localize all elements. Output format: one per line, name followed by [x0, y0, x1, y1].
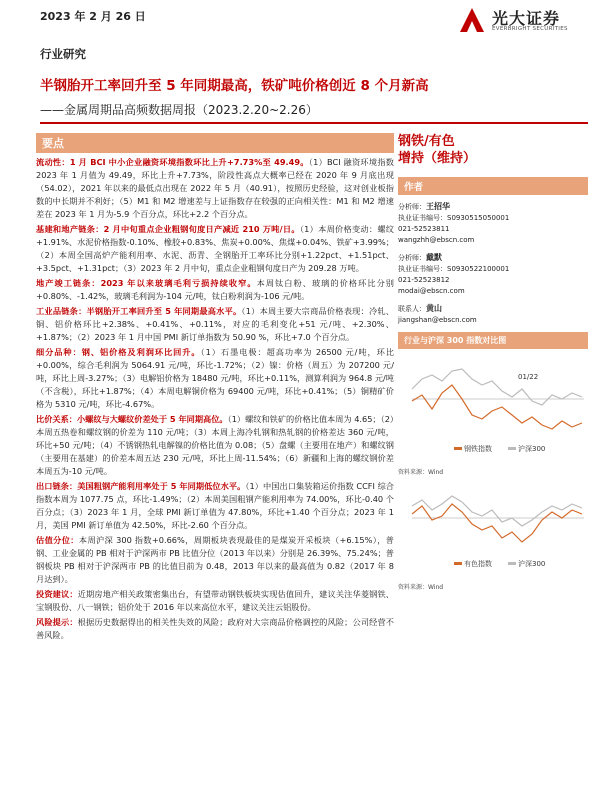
analyst-email[interactable]: jiangshan@ebscn.com	[398, 316, 477, 324]
chart1-legend-swatch-2	[508, 447, 516, 450]
summary-paragraph	[36, 534, 394, 586]
chart2-legend-2: 沪深300	[518, 560, 546, 568]
chart2-legend-swatch-1	[454, 562, 462, 565]
title-divider	[40, 122, 588, 124]
analyst-card	[398, 303, 588, 326]
paragraph-highlight: 地产竣工链条：2023 年以来玻璃毛利亏损持续收窄。	[36, 278, 257, 288]
summary-paragraph	[36, 346, 394, 411]
chart2-series-nonferrous	[412, 504, 582, 542]
paragraph-highlight: 风险提示：	[36, 617, 78, 627]
summary-section	[36, 133, 394, 644]
analyst-cert: 执业证书编号：S0930515050001	[398, 214, 510, 222]
paragraph-text: （1）本周主要大宗商品价格表现：冷轧、铜、铝价格环比+2.38%、+0.41%、+0.11%，对应的毛利变化+51 元/吨、+2.30%、+1.87%；（2）2023 年 1 月中国 PMI 新订单指数为 50.90 %，环比+7.0 个百分点。	[36, 306, 394, 342]
analyst-role: 分析师：	[398, 203, 426, 211]
summary-paragraph	[36, 616, 394, 642]
summary-paragraph	[36, 305, 394, 344]
logo-subtext: EVERBRIGHT SECURITIES	[492, 26, 568, 32]
paragraph-text: （1）螺纹和铁矿的价格比值本周为 4.65；（2）本周五热卷和螺纹钢的价差为 110 元/吨；（3）本周上海冷轧钢和热轧钢的价格差达 360 元/吨，环比+50 元/吨；（4）不锈钢热轧电解镍的价格比值为 0.08；（5）盘螺（主要用在地产）和螺纹钢（主要用在基建）的价差本周五达 230 元/吨，环比上周-11.54%；（6）新疆和上海的螺纹钢价差本周五为-10 元/吨。	[36, 414, 394, 476]
chart2-source: 资料来源：Wind	[398, 584, 444, 591]
paragraph-highlight: 基建和地产链条：2 月中旬重点企业粗钢旬度日产减近 210 万吨/日。	[36, 224, 300, 234]
nonferrous-index-chart	[398, 476, 588, 576]
chart2-legend-swatch-2	[508, 562, 516, 565]
industry-label: 钢铁/有色	[398, 134, 455, 149]
paragraph-text: （1）BCI 融资环境指数 2023 年 1 月值为 49.49，环比上升+7.73%，阶段性高点大概率已经在 2020 年 9 月底出现（54.02），2021 年以来的最低点出现在 2022 年 5 月（40.91），按照历史经验，这对创业板指数的中长期并不利好；（5）M1 和 M2 增速差与上证指数存在较强的正向相关性：M1 和 M2 增速差在 2023 年 1 月为-5.9 个百分点，环比+2.2 个百分点。	[36, 157, 394, 219]
chart1-series-steel	[412, 385, 582, 429]
analyst-name: 戴默	[426, 253, 442, 262]
analyst-role: 联系人：	[398, 305, 426, 313]
logo-text: 光大证券	[492, 9, 561, 28]
authors-heading: 作者	[398, 177, 588, 195]
report-subtitle: ——金属周期品高频数据周报（2023.2.20~2.26）	[40, 103, 318, 117]
summary-paragraph	[36, 223, 394, 275]
chart2-series-hs300	[412, 496, 582, 526]
paragraph-highlight: 流动性：1 月 BCI 中小企业融资环境指数环比上升+7.73%至 49.49。	[36, 157, 309, 167]
analyst-role: 分析师：	[398, 254, 426, 262]
paragraph-highlight: 细分品种：钢、铝价格及利润环比回升。	[36, 347, 201, 357]
logo-mark-icon	[458, 6, 486, 34]
logo	[458, 4, 588, 38]
analyst-phone: 021-52523811	[398, 225, 450, 233]
chart1-tick: 01/22	[518, 373, 539, 381]
report-date: 2023 年 2 月 26 日	[40, 10, 146, 23]
paragraph-highlight: 工业品链条：半钢胎开工率回升至 5 年同期最高水平。	[36, 306, 242, 316]
analyst-phone: 021-52523812	[398, 276, 450, 284]
analyst-name: 王招华	[426, 202, 450, 211]
paragraph-highlight: 出口链条：美国粗钢产能利用率处于 5 年同期低位水平。	[36, 481, 246, 491]
report-category: 行业研究	[40, 47, 86, 61]
analyst-email[interactable]: wangzhh@ebscn.com	[398, 236, 475, 244]
steel-index-chart	[398, 349, 588, 461]
sidebar	[398, 133, 588, 591]
analyst-email[interactable]: modai@ebscn.com	[398, 287, 465, 295]
analyst-name: 黄山	[426, 304, 442, 313]
paragraph-highlight: 投资建议：	[36, 589, 78, 599]
summary-heading: 要点	[36, 133, 394, 153]
summary-paragraphs	[36, 156, 394, 642]
analyst-cert: 执业证书编号：S0930522100001	[398, 265, 510, 273]
chart1-legend-1: 钢铁指数	[464, 445, 492, 453]
summary-paragraph	[36, 156, 394, 221]
paragraph-text: （1）石墨电极：超高功率为 26500 元/吨，环比+0.00%，综合毛利润为 5064.91 元/吨，环比-1.72%；（2）镍：价格（周五）为 207200 元/吨，环比上周-3.27%；（3）电解铝价格为 18480 元/吨，环比+0.11%，测算利润为 964.8 元/吨（不含税），环比+1.87%；（4）本周电解铜价格为 69400 元/吨，环比+0.41%；（5）铜精矿价格为 5310 元/吨，环比-4.67%。	[36, 347, 394, 409]
paragraph-text: （1）本周价格变动：螺纹+1.91%、水泥价格指数-0.10%、橡胶+0.83%、焦炭+0.00%、焦煤+0.04%、铁矿+3.99%；（2）本周全国高炉产能利用率、水泥、沥青、全钢胎开工率环比分别+1.22pct、+1.51pct、+3.5pct、+1.31pct；（3）2023 年 2 月中旬，重点企业粗钢旬度日产为 209.28 万吨。	[36, 224, 394, 273]
paragraph-text: 本周钛白粉、玻璃的价格环比分别+0.80%、-1.42%，玻璃毛利润为-104 元/吨，钛白粉利润为-106 元/吨。	[36, 278, 394, 301]
paragraph-text: （1）中国出口集装箱运价指数 CCFI 综合指数本周为 1077.75 点，环比-1.49%；（2）本周美国粗钢产能利用率为 74.00%，环比-0.40 个百分点；（3）2023 年 1 月，全球 PMI 新订单值为 47.80%，环比+1.40 个百分点；2023 年 1 月，美国 PMI 新订单值为 42.50%，环比-2.60 个百分点。	[36, 481, 394, 530]
paragraph-text: 近期房地产相关政策密集出台，有望带动钢铁板块实现估值回升，建议关注华菱钢铁、宝钢股份、八一钢铁；铝价处于 2016 年以来高位水平，建议关注云铝股份。	[36, 589, 394, 612]
chart-title: 行业与沪深 300 指数对比图	[398, 332, 588, 349]
chart1-legend-swatch-1	[454, 447, 462, 450]
summary-paragraph	[36, 413, 394, 478]
paragraph-text: 本周沪深 300 指数+0.66%，周期板块表现最佳的是煤炭开采板块（+6.15%），普钢、工业金属的 PB 相对于沪深两市 PB 比值分位（2013 年以来）分别是 26.39%、75.24%；普钢板块 PB 相对于沪深两市 PB 的比值目前为 0.48，2013 年以来的最高值为 0.82（2017 年 8 月达到）。	[36, 535, 394, 584]
analyst-card	[398, 201, 588, 246]
summary-paragraph	[36, 480, 394, 532]
paragraph-text: 根据历史数据得出的相关性失效的风险；政府对大宗商品价格调控的风险；公司经营不善风险。	[36, 617, 394, 640]
paragraph-highlight: 比价关系：小螺纹与大螺纹价差处于 5 年同期高位。	[36, 414, 228, 424]
rating-label: 增持（维持）	[398, 151, 477, 166]
summary-paragraph	[36, 588, 394, 614]
index-chart-box	[398, 332, 588, 591]
report-title: 半钢胎开工率回升至 5 年同期最高，铁矿吨价格创近 8 个月新高	[40, 78, 429, 94]
chart1-source: 资料来源：Wind	[398, 469, 444, 476]
chart1-legend-2: 沪深300	[518, 445, 546, 453]
analyst-list	[398, 201, 588, 326]
chart2-legend-1: 有色指数	[464, 560, 492, 568]
analyst-card	[398, 252, 588, 297]
summary-paragraph	[36, 277, 394, 303]
paragraph-highlight: 估值分位：	[36, 535, 79, 545]
